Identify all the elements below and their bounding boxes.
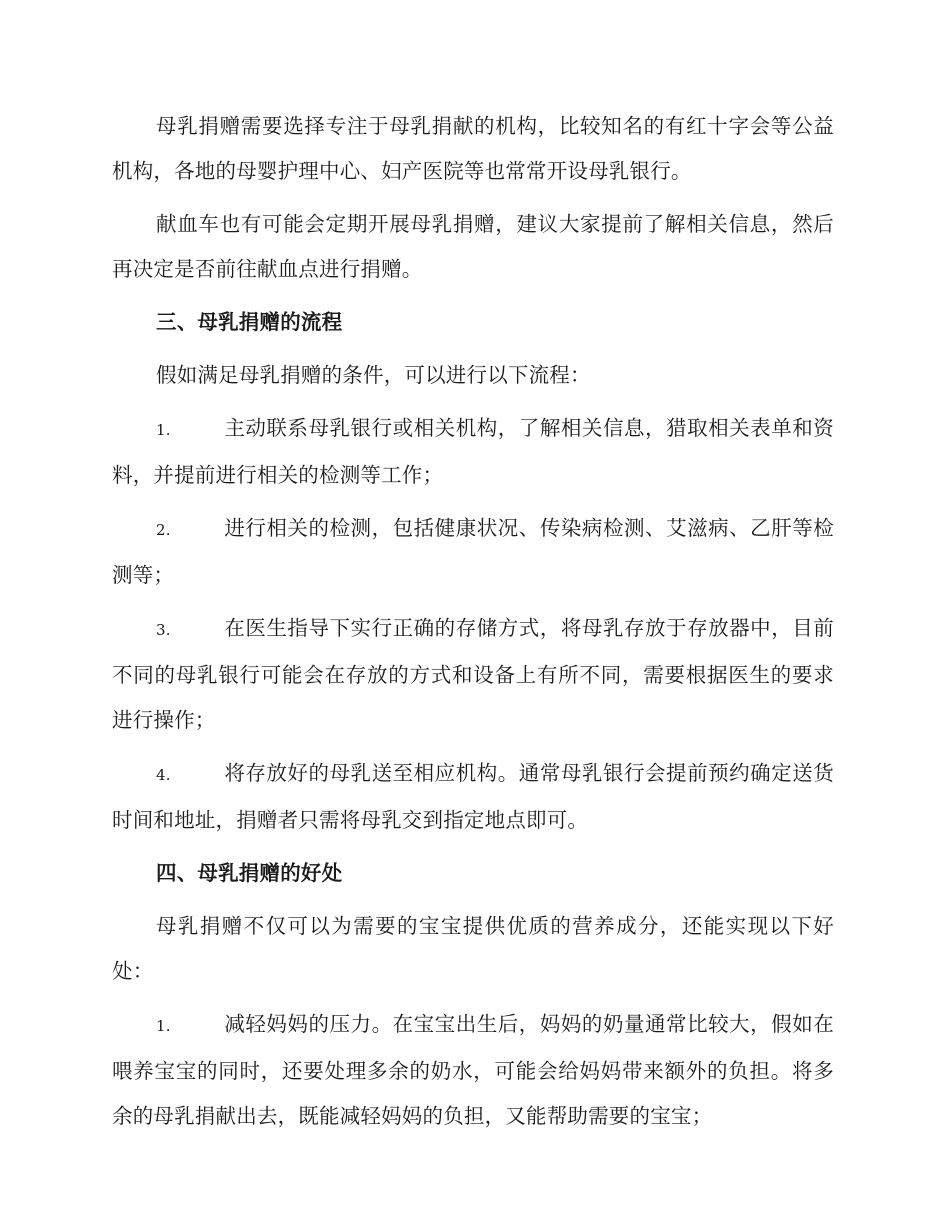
- list-item: [112, 1002, 834, 1139]
- paragraph-process-intro: 假如满足母乳捐赠的条件，可以进行以下流程：: [156, 363, 591, 387]
- list-item-number: 1.: [156, 1017, 171, 1035]
- paragraph-benefits-intro: 母乳捐赠不仅可以为需要的宝宝提供优质的营养成分，还能实现以下好处：: [112, 914, 834, 983]
- list-item-number: 1.: [156, 421, 171, 439]
- list-item-number: 3.: [156, 621, 171, 639]
- list-item-text: 将存放好的母乳送至相应机构。通常母乳银行会提前预约确定送货时间和地址，捐赠者只需将母乳交到指定地点即可。: [112, 761, 834, 832]
- document-page: [112, 104, 834, 1147]
- list-item: [112, 606, 834, 743]
- list-item: [112, 406, 834, 498]
- list-item-text: 减轻妈妈的压力。在宝宝出生后，妈妈的奶量通常比较大，假如在喂养宝宝的同时，还要处理多余的奶水，可能会给妈妈带来额外的负担。将多余的母乳捐献出去，既能减轻妈妈的负担，又能帮助需要的宝宝；: [112, 1012, 834, 1128]
- list-item: [112, 751, 834, 843]
- list-item-number: 2.: [156, 521, 171, 539]
- paragraph-blood-donation-vehicle: 献血车也有可能会定期开展母乳捐赠，建议大家提前了解相关信息，然后再决定是否前往献血点进行捐赠。: [112, 212, 834, 281]
- list-item-number: 4.: [156, 766, 171, 784]
- paragraph-donation-institutions: 母乳捐赠需要选择专注于母乳捐献的机构，比较知名的有红十字会等公益机构，各地的母婴护理中心、妇产医院等也常常开设母乳银行。: [112, 114, 834, 183]
- list-item-text: 进行相关的检测，包括健康状况、传染病检测、艾滋病、乙肝等检测等；: [112, 516, 834, 587]
- section-heading-process: 三、母乳捐赠的流程: [156, 310, 343, 334]
- list-item-text: 在医生指导下实行正确的存储方式，将母乳存放于存放器中，目前不同的母乳银行可能会在存放的方式和设备上有所不同，需要根据医生的要求进行操作；: [112, 616, 834, 732]
- section-heading-benefits: 四、母乳捐赠的好处: [156, 861, 343, 885]
- list-item-text: 主动联系母乳银行或相关机构，了解相关信息，猎取相关表单和资料，并提前进行相关的检测等工作；: [112, 416, 834, 487]
- list-item: [112, 506, 834, 598]
